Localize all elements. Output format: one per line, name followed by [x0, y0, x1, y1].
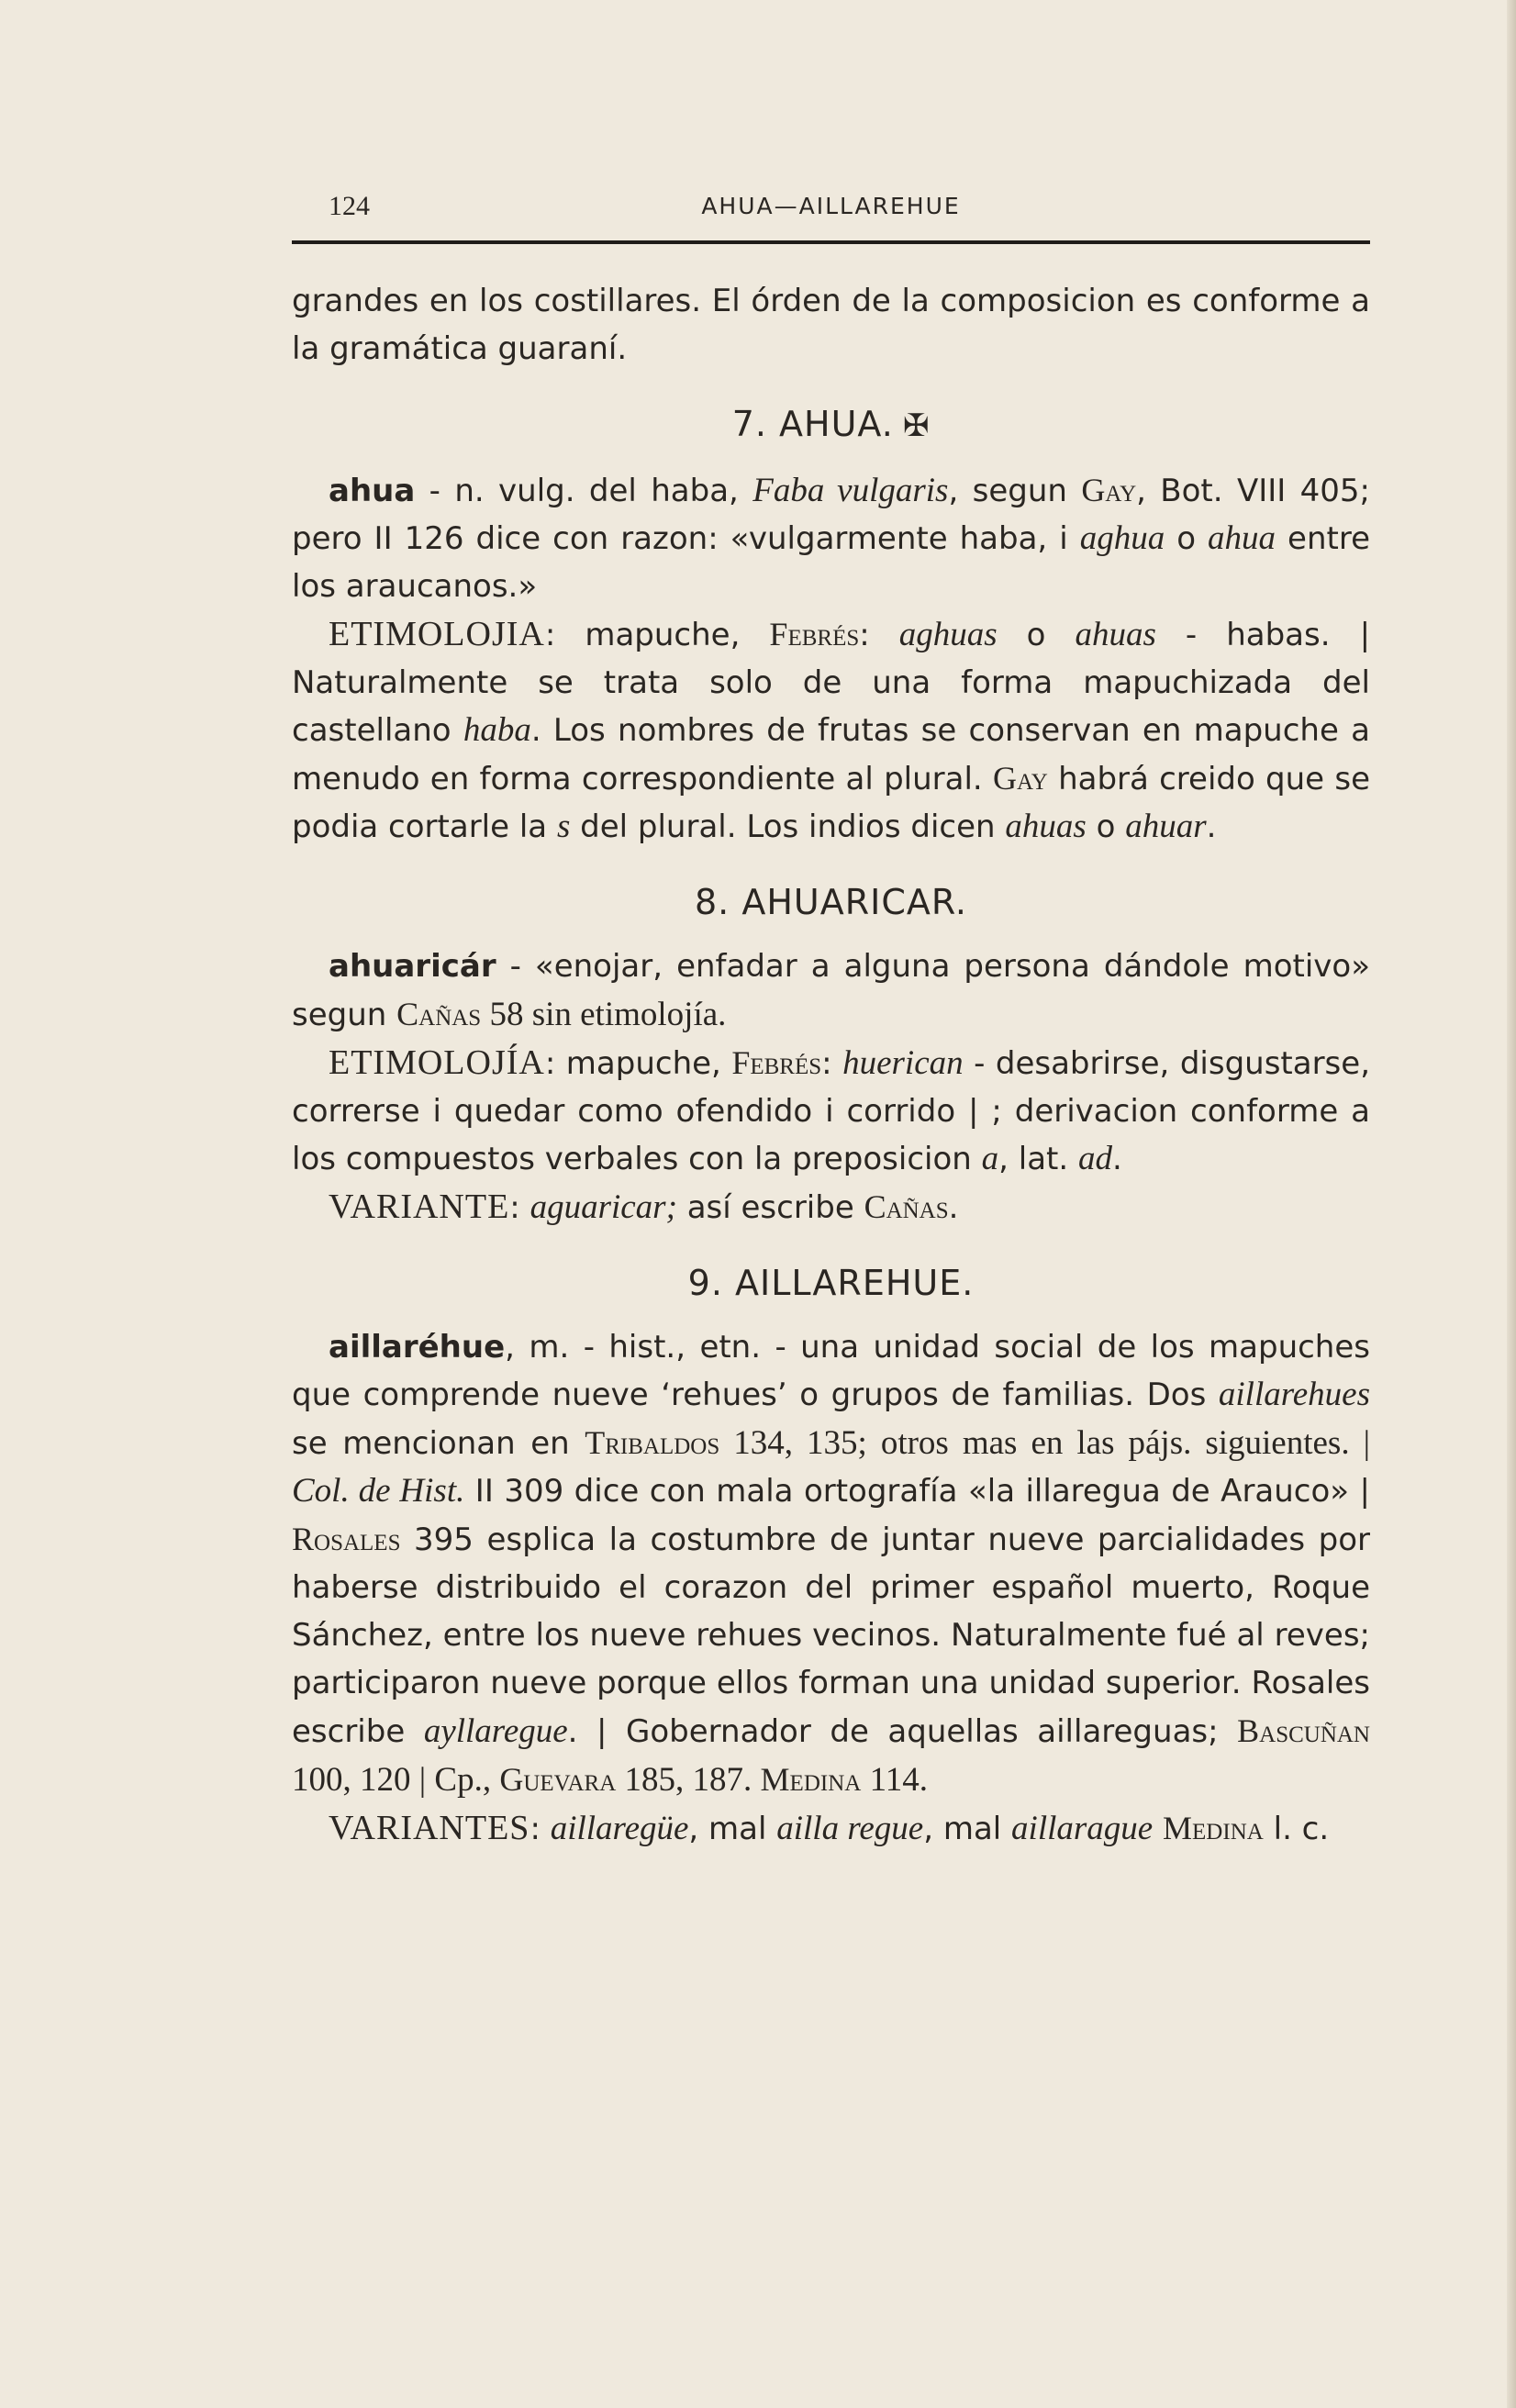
definition-ahua: ahua - n. vulg. del haba, Faba vulgaris, segun Gay, Bot. VIII 405; pero II 126 dice con razon: «vulgarmente haba, i aghua o ahua entre los araucanos.»: [292, 472, 1371, 605]
cross-icon: ✠: [902, 407, 931, 444]
page-content: [292, 277, 1370, 1853]
book-page: [292, 184, 1370, 1853]
intro-paragraph: grandes en los costillares. El órden de la composicion es conforme a la gramática guaraní.: [292, 283, 1370, 367]
headword: ahuaricár: [329, 948, 496, 985]
running-title: AHUA—AILLAREHUE: [701, 193, 961, 219]
etymology-ahuaricar: ETIMOLOJÍA: mapuche, Febrés: huerican - desabrirse, disgustarse, correrse i quedar como ofendido i corrido | ; derivacion conforme a los compuestos verbales con la preposicion a, lat. ad.: [292, 1043, 1371, 1177]
entry-heading-ahuaricar: 8. AHUARICAR.: [695, 882, 967, 922]
definition-aillarehue: aillaréhue, m. - hist., etn. - una unidad social de los mapuches que comprende nueve ‘rehues’ o grupos de familias. Dos aillarehues se mencionan en Tribaldos 134, 135; otros mas en las pájs. siguientes. | Col. de Hist. II 309 dice con mala ortografía «la illaregua de Arauco» | Rosales 395 esplica la costumbre de juntar nueve parcialidades por haberse distribuido el corazon del primer español muerto, Roque Sánchez, entre los nueve rehues vecinos. Naturalmente fué al reves; participaron nueve porque ellos forman una unidad superior. Rosales escribe ayllaregue. | Gobernador de aquellas aillareguas; Bascuñan 100, 120 | Cp., Guevara 185, 187. Medina 114.: [292, 1329, 1371, 1799]
headword: aillaréhue: [329, 1329, 506, 1366]
page-edge: [1507, 0, 1516, 2408]
entry-heading-aillarehue: 9. AILLAREHUE.: [687, 1263, 975, 1303]
variant-ahuaricar: VARIANTE: aguaricar; así escribe Cañas.: [329, 1187, 959, 1226]
entry-heading-ahua: [292, 398, 1370, 452]
running-head: [292, 184, 1370, 231]
etymology-ahua: ETIMOLOJIA: mapuche, Febrés: aghuas o ahuas - habas. | Naturalmente se trata solo de una forma mapuchizada del castellano haba. Los nombres de frutas se conservan en mapuche a menudo en forma correspondiente al plural. Gay habrá creido que se podia cortarle la s del plural. Los indios dicen ahuas o ahuar.: [292, 615, 1371, 845]
headword: ahua: [329, 473, 416, 509]
entry-heading-text: 7. AHUA.: [731, 404, 894, 444]
page-number: 124: [329, 191, 370, 221]
definition-ahuaricar: ahuaricár - «enojar, enfadar a alguna persona dándole motivo» segun Cañas 58 sin etimolojía.: [292, 948, 1370, 1033]
header-rule: [292, 240, 1370, 244]
variants-aillarehue: VARIANTES: aillaregüe, mal ailla regue, mal aillarague Medina l. c.: [329, 1809, 1330, 1847]
